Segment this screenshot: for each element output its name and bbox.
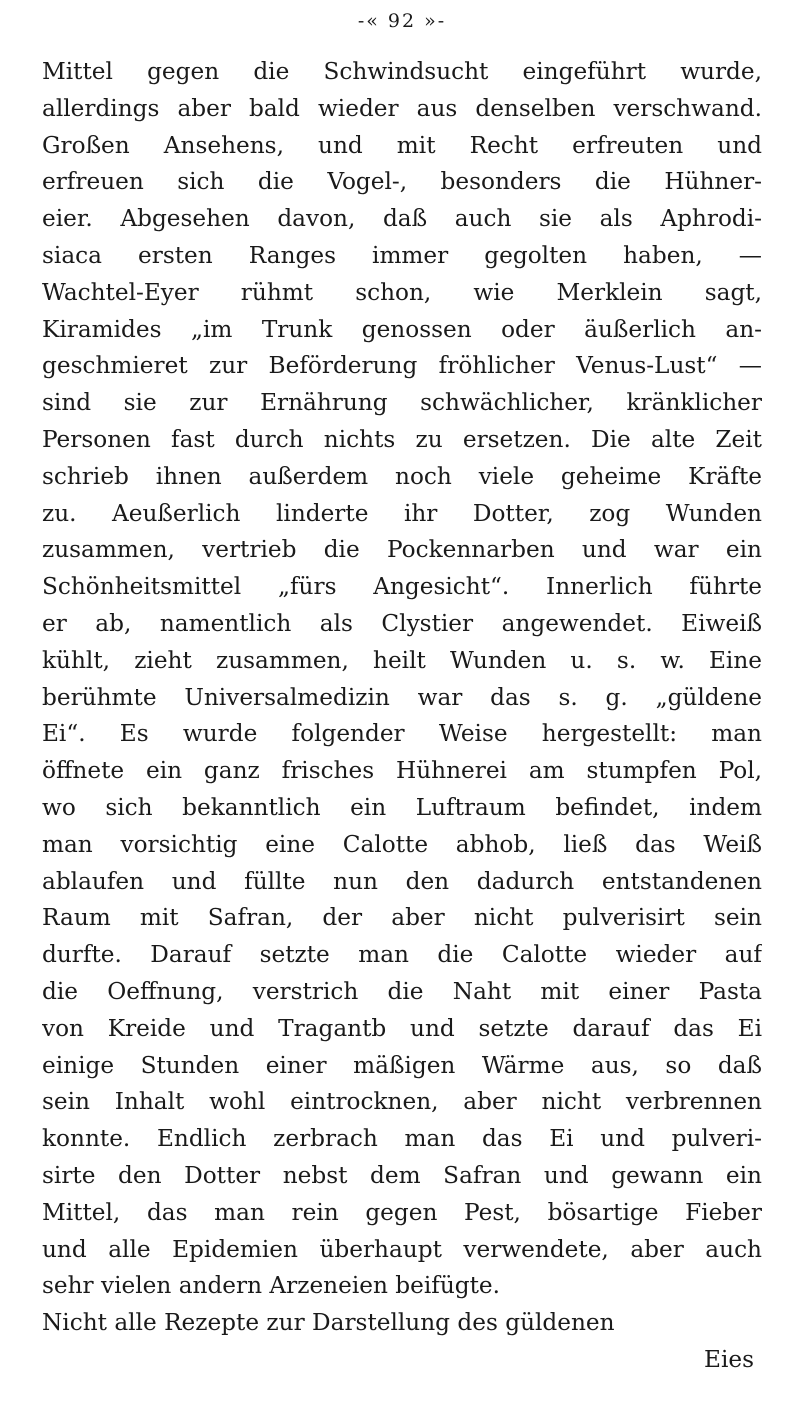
text-line: zusammen, vertrieb die Pockennarben und war ein xyxy=(42,536,762,564)
text-line: er ab, namentlich als Clystier angewendet. Eiweiß xyxy=(42,609,762,637)
text-line: Mittel, das man rein gegen Pest, bösartige Fieber xyxy=(42,1198,762,1226)
text-line: allerdings aber bald wieder aus denselben verschwand. xyxy=(42,94,762,122)
text-line: Kiramides „im Trunk genossen oder äußerlich an- xyxy=(42,315,762,343)
text-line: eier. Abgesehen davon, daß auch sie als Aphrodi- xyxy=(42,205,762,233)
text-line: Wachtel-Eyer rühmt schon, wie Merklein sagt, xyxy=(42,278,762,306)
text-line: Ei“. Es wurde folgender Weise hergestellt: man xyxy=(42,720,762,748)
text-line: sirte den Dotter nebst dem Safran und gewann ein xyxy=(42,1161,762,1189)
text-line: man vorsichtig eine Calotte abhob, ließ das Weiß xyxy=(42,830,762,858)
text-line: zu. Aeußerlich linderte ihr Dotter, zog Wunden xyxy=(42,499,762,527)
text-line: öffnete ein ganz frisches Hühnerei am stumpfen Pol, xyxy=(42,757,762,785)
text-line: konnte. Endlich zerbrach man das Ei und pulveri- xyxy=(42,1125,762,1153)
text-line: sein Inhalt wohl eintrocknen, aber nicht verbrennen xyxy=(42,1088,762,1116)
text-line: geschmieret zur Beförderung fröhlicher Venus-Lust“ — xyxy=(42,352,762,380)
text-line: siaca ersten Ranges immer gegolten haben, — xyxy=(42,241,762,269)
text-line: wo sich bekanntlich ein Luftraum befindet, indem xyxy=(42,793,762,821)
text-line: Nicht alle Rezepte zur Darstellung des güldenen xyxy=(42,1309,615,1337)
text-line: Mittel gegen die Schwindsucht eingeführt wurde, xyxy=(42,58,762,85)
text-line: Raum mit Safran, der aber nicht pulverisirt sein xyxy=(42,904,762,932)
text-line: sehr vielen andern Arzeneien beifügte. xyxy=(42,1272,501,1300)
text-line: von Kreide und Tragantb und setzte darauf das Ei xyxy=(42,1014,762,1042)
text-line: kühlt, zieht zusammen, heilt Wunden u. s. w. Eine xyxy=(42,646,762,674)
text-line: sind sie zur Ernährung schwächlicher, kränklicher xyxy=(42,389,762,417)
body-text xyxy=(42,54,762,1342)
text-line: ablaufen und füllte nun den dadurch entstandenen xyxy=(42,867,762,895)
text-line: durfte. Darauf setzte man die Calotte wieder auf xyxy=(42,941,762,969)
page-number-header: -« 92 »- xyxy=(357,10,447,32)
text-line: einige Stunden einer mäßigen Wärme aus, so daß xyxy=(42,1051,762,1079)
text-line: Schönheitsmittel „fürs Angesicht“. Innerlich führte xyxy=(42,573,762,601)
text-line: Personen fast durch nichts zu ersetzen. Die alte Zeit xyxy=(42,425,762,453)
text-line: schrieb ihnen außerdem noch viele geheime Kräfte xyxy=(42,462,762,490)
text-line: die Oeffnung, verstrich die Naht mit einer Pasta xyxy=(42,977,762,1005)
text-line: berühmte Universalmedizin war das s. g. „güldene xyxy=(42,683,762,711)
text-line: und alle Epidemien überhaupt verwendete, aber auch xyxy=(42,1235,762,1263)
catchword: Eies xyxy=(704,1345,754,1373)
text-line: erfreuen sich die Vogel-, besonders die Hühner- xyxy=(42,168,762,196)
text-line: Großen Ansehens, und mit Recht erfreuten und xyxy=(42,131,762,159)
